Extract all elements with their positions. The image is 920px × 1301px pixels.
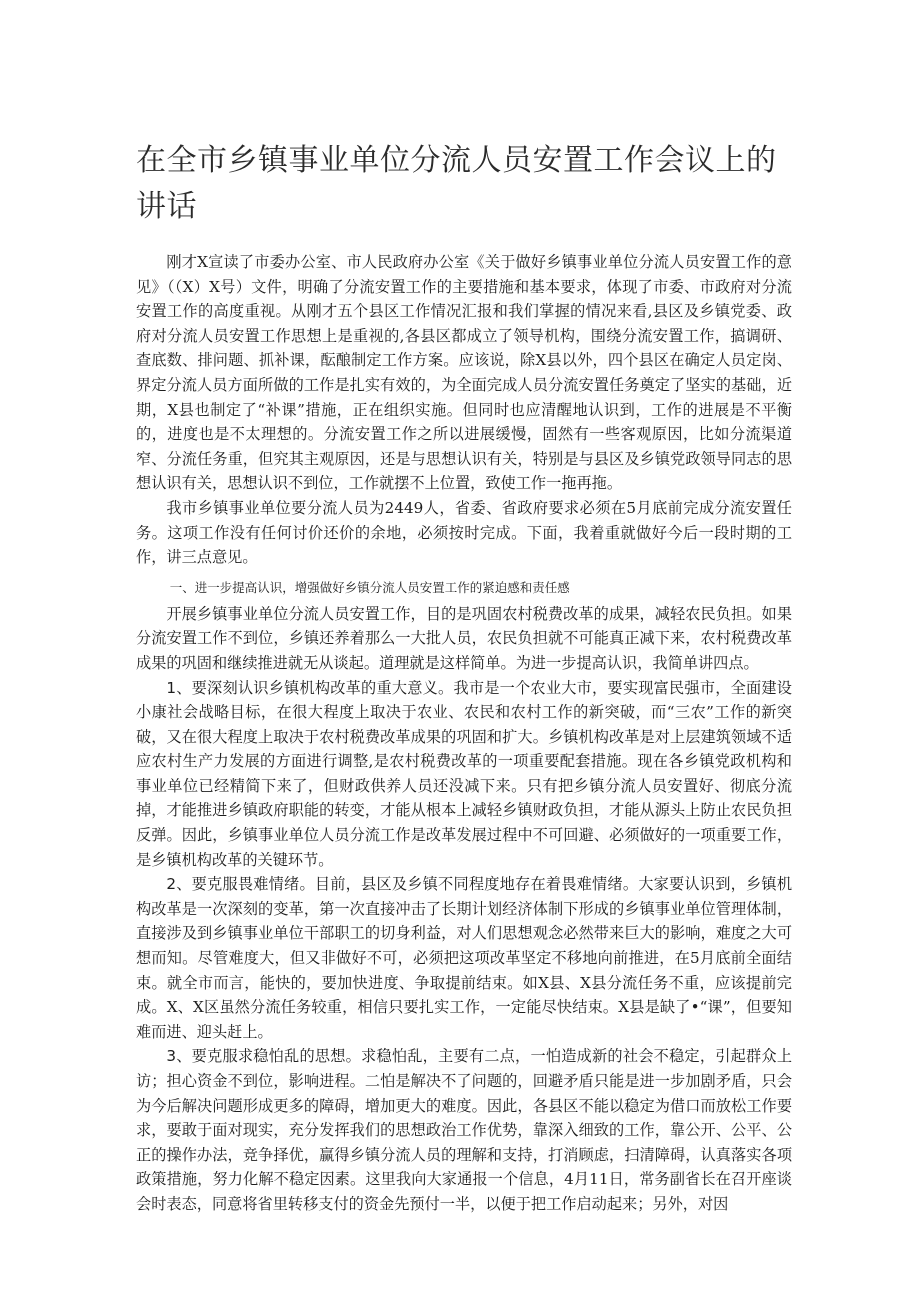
point-3	[136, 1044, 792, 1216]
paragraph-task: 我市乡镇事业单位要分流人员为2449人，省委、省政府要求必须在5月底前完成分流安置任务。这项工作没有任何讨价还价的余地，必须按时完成。下面，我着重就做好今后一段时期的工作，讲三点意见。	[136, 498, 792, 567]
section-heading-1: 一、进一步提高认识，增强做好乡镇分流人员安置工作的紧迫感和责任感	[169, 579, 570, 595]
point-2	[136, 872, 792, 1044]
point-1-lead: 1、要深刻认识乡镇机构改革的重大意义。	[166, 678, 454, 697]
point-2-lead: 2、要克服畏难情绪。	[166, 875, 315, 894]
point-3-text: 主要有二点，一怕造成新的社会不稳定，引起群众上访；担心资金不到位，影响进程。二怕是解决不了问题的，回避矛盾只能是进一步加剧矛盾，只会为今后解决问题形成更多的障碍，增加更大的难度。因此，各县区不能以稳定为借口而放松工作要求，要敢于面对现实，充分发挥我们的思想政治工作优势，靠深入细致的工作，靠公开、公平、公正的操作办法，竞争择优，赢得乡镇分流人员的理解和支持，打消顾虑，扫清障碍，认真落实各项政策措施，努力化解不稳定因素。这里我向大家通报一个信息，4月11日，常务副省长在召开座谈会时表态，同意将省里转移支付的资金先预付一半，以便于把工作启动起来；另外，对因	[136, 1047, 792, 1213]
document-title: 在全市乡镇事业单位分流人员安置工作会议上的讲话	[136, 143, 777, 224]
point-1-text: 我市是一个农业大市，要实现富民强市，全面建设小康社会战略目标，在很大程度上取决于农业、农民和农村工作的新突破，而“三农”工作的新突破，又在很大程度上取决于农村税费改革成果的巩固和扩大。乡镇机构改革是对上层建筑领域不适应农村生产力发展的方面进行调整,是农村税费改革的一项重要配套措施。现在各乡镇党政机构和事业单位已经精简下来了，但财政供养人员还没减下来。只有把乡镇分流人员安置好、彻底分流掉，才能推进乡镇政府职能的转变，才能从根本上减轻乡镇财政负担，才能从源头上防止农民负担反弹。因此，乡镇事业单位人员分流工作是改革发展过程中不可回避、必须做好的一项重要工作，是乡镇机构改革的关键环节。	[136, 678, 792, 869]
paragraph-opening: 刚才X宣读了市委办公室、市人民政府办公室《关于做好乡镇事业单位分流人员安置工作的意见》（（X）X号）文件，明确了分流安置工作的主要措施和基本要求，体现了市委、市政府对分流安置工作的高度重视。从刚才五个县区工作情况汇报和我们掌握的情况来看,县区及乡镇党委、政府对分流人员安置工作思想上是重视的,各县区都成立了领导机构，围绕分流安置工作，搞调研、查底数、排问题、抓补课，酝酿制定工作方案。应该说，除X县以外，四个县区在确定人员定岗、界定分流人员方面所做的工作是扎实有效的，为全面完成人员分流安置任务奠定了坚实的基础，近期，X县也制定了“补课”措施，正在组织实施。但同时也应清醒地认识到，工作的进展是不平衡的，进度也是不太理想的。分流安置工作之所以进展缓慢，固然有一些客观原因，比如分流渠道窄、分流任务重，但究其主观原因，还是与思想认识有关，特别是与县区及乡镇党政领导同志的思想认识有关，思想认识不到位，工作就摆不上位置，致使工作一拖再拖。	[136, 253, 792, 493]
point-1	[136, 676, 792, 873]
section-1-intro: 开展乡镇事业单位分流人员安置工作，目的是巩固农村税费改革的成果，减轻农民负担。如果分流安置工作不到位，乡镇还养着那么一大批人员，农民负担就不可能真正减下来，农村税费改革成果的巩固和继续推进就无从谈起。道理就是这样简单。为进一步提高认识，我简单讲四点。	[136, 604, 792, 672]
point-2-text: 目前，县区及乡镇不同程度地存在着畏难情绪。大家要认识到，乡镇机构改革是一次深刻的变革，第一次直接冲击了长期计划经济体制下形成的乡镇事业单位管理体制，直接涉及到乡镇事业单位干部职工的切身利益，对人们思想观念必然带来巨大的影响，难度之大可想而知。尽管难度大，但又非做好不可，必须把这项改革坚定不移地向前推进，在5月底前全面结束。就全市而言，能快的，要加快进度、争取提前结束。如X县、X县分流任务不重，应该提前完成。X、X区虽然分流任务较重，相信只要扎实工作，一定能尽快结束。X县是缺了•“课”，但要知难而进、迎头赶上。	[136, 875, 792, 1041]
point-3-lead: 3、要克服求稳怕乱的思想。求稳怕乱，	[166, 1047, 439, 1066]
